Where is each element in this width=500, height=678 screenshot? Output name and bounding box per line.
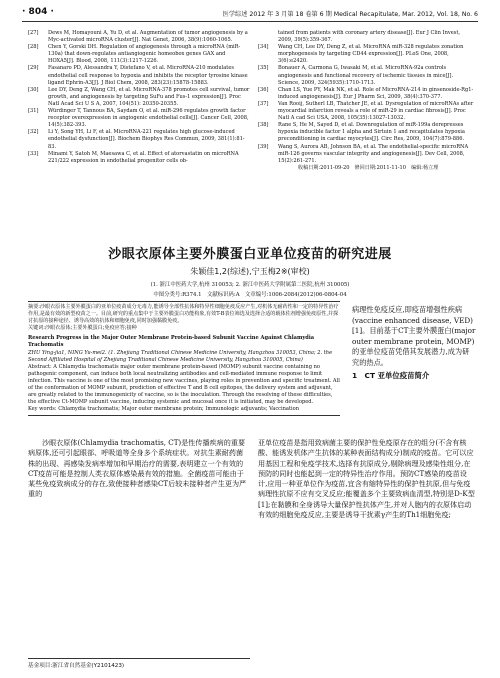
reference-item: [27] Dews M, Homayouni A, Yu D, et al. Augmentation of tumor angiogenesis by a Myc-activated microRNA cluster[J]. Nat Genet, 2006, 38(9):1060-1065. (28, 30, 248, 44)
reference-item: tained from patients with coronary artery disease[J]. Eur J Clin Invest, 2009, 39(5):359-367. (278, 30, 461, 44)
english-title: Research Progress in the Major Outer Membrane Protein-based Subunit Vaccine Against Chlamydia Trachomatis (28, 335, 315, 349)
references-right (258, 30, 476, 172)
abstract-en: Abstract: A Chlamydia trachomatis major outer membrane protein-based (MOMP) subunit vaccine containing no pathogenic component, can induce both local neutralizing antibodies and cell-mediated immune response to limit infection. This vaccine is one of the most promising new vaccines, playing roles in prevention and specific treatment. All of the conformation of MOMP subunit, prediction of effective T and B cell epitopes, the delivery system and adjuvant, are greatly related to the immunogenicity of vaccine, so is the inoculation. Through the resolving of these difficulties, the effective Ct-MOMP subunit vaccine, inducing systemic and mucosal once it is initiated, may be developed. (28, 363, 340, 406)
reference-item: [34] Wang CH, Lee DY, Deng Z, et al. MicroRNA miR-328 regulates zonation morphogenesis by targeting CD44 expression[J]. PLoS One, 2008, 3(6):e2420. (258, 44, 464, 65)
classification-codes: 中图分类号:R374.1 文献标识码:A 文章编号:1006-2084(2012)06-0804-04 (153, 292, 347, 298)
abstract-cn: 摘要:沙眼衣原体主要外膜蛋白的亚单位疫苗成分无毒力,能诱导全部性抗体和特异性细胞免疫反应产生,对机体无耐药性和一定的特异性治疗作用,是最有效的新型疫苗之一。目前,研究的重点集中于主要外膜蛋白功能构象,有效T-B表位筛选及选择合适的载体佐剂增强免疫原性,并探讨抗原的接种途径、诱导高效的抗体和细胞免疫,同时加强黏膜免疫。 (28, 304, 339, 325)
keywords-en: Key words: Chlamydia trachomatis; Major outer membrane protein; Immunologic adjuvants; Vaccination (28, 406, 299, 413)
references-left (28, 30, 250, 165)
right-column-intro (352, 305, 476, 383)
author-affiliation: (1. 浙江中医药大学,杭州 310053; 2. 浙江中医药大学附属第二医院,杭州 310005) (150, 282, 350, 288)
reference-item: [30] Lee DY, Deng Z, Wang CH, et al. MicroRNA-378 promotes cell survival, tumor growth, and angiogenesis by targeting SuFu and Fus-1 expression[J]. Proc Natl Acad Sci U S A, 2007, 104(51): 20350-20355. (28, 86, 250, 107)
section-heading: 1 CT 亚单位疫苗简介 (352, 370, 430, 380)
running-header (22, 7, 478, 22)
body-right-column: 亚单位疫苗是指用致病菌主要的保护性免疫原存在的组分(不含有核酸、能诱发机体产生抗体的某种表面结构成分)制成的疫苗。它可以应用基因工程和免疫学技术,选择有抗原成分,剔除病理及感染性组分,在预防的同时也能起到一定的特异性治疗作用。预防CT感染的疫苗设计,应用一种亚单位作为疫苗,宜含有缩特异性的保护性抗原,但与免疫病理性抗原不应有交叉反应;能覆盖多个主要致病血清型,特别是D-K型[1];在黏膜和全身诱导大量保护性抗体产生,并对人胞内的衣原体启动有效的细胞免疫反应,主要是诱导干扰素γ产生的Th1细胞免疫; (258, 438, 475, 520)
received-dates: 收稿日期:2011-09-20 修回日期:2011-11-10 编辑:杨立理 (298, 164, 439, 171)
page-number: · 804 · (22, 7, 54, 17)
intro-text: 病理性免疫反应,即疫苗增强性疾病(vaccine enhanced disease, VED)[1]。目前基于CT主要外膜蛋白(major outer membrane protein, MOMP)的亚单位疫苗凭借其发展潜力,成为研究的热点。 (352, 305, 476, 367)
journal-header: 医学综述 2012 年 3 月第 18 卷第 6 期 Medical Recapitulate, Mar. 2012, Vol. 18, No. 6 (222, 11, 478, 18)
reference-item: [32] Li Y, Song YH, Li F, et al. MicroRNA-221 regulates high glucose-induced endothelial dysfunction[J]. Biochem Biophys Res Commun, 2009, 381(1):81-83. (28, 129, 245, 150)
keywords-cn: 关键词:沙眼衣原体;主要外膜蛋白;免疫应答;接种 (28, 325, 137, 332)
article-title: 沙眼衣原体主要外膜蛋白亚单位疫苗的研究进展 (108, 247, 392, 262)
reference-item: [38] Rane S, He M, Sayed D, et al. Downregulation of miR-199a derepresses hypoxia inducible factor 1 alpha and Sirtuin 1 and recapitulates hypoxia preconditioning in cardiac myocytes[J]. Circ Res, 2009, 104(7):879-886. (258, 122, 465, 143)
reference-item: [35] Bonauer A, Carmona G, Iwasaki M, et al. MicroRNA-92a controls angiogenesis and functional recovery of ischemic tissues in mice[J]. Science, 2009, 324(5935):1710-1713. (258, 65, 454, 86)
abstract-block (28, 301, 340, 416)
article-authors: 朱颖佳1,2(综述),宁玉梅2※(审校) (190, 267, 310, 276)
reference-item: [33] Minami Y, Satoh M, Maesawa C, et al. Effect of atorvastatin on microRNA 221/222 expression in endothelial progenitor cells ob- (28, 150, 239, 164)
divider (28, 301, 340, 302)
reference-item: [29] Fasanaro PD, Alessandra Y, Distefano V, et al. MicroRNA-210 modulates endothelial cell response to hypoxia and inhibits the receptor tyrosine kinase ligand Ephrin-A3[J]. J Biol Chem, 2008, 283(23):15878-15883. (28, 65, 248, 86)
reference-item: [39] Wang S, Aurora AB, Johnson BA, et al. The endothelial-specific microRNA miR-126 governs vascular integrity and angiogenesis[J]. Dev Cell, 2008, 15(2):261-271. (258, 143, 469, 164)
reference-item: [37] Van Rooij, Sutherl LB, Thatcher JE, et al. Dysregulation of microRNAs after myocardial infarction reveals a role of miR-29 in cardiac fibrosis[J]. Proc Natl A cad Sci USA, 2008, 105(35):13027-13032. (258, 100, 474, 122)
reference-item: [31] Würdinger T, Tannous BA, Saydam O, et al. miR-296 regulates growth factor receptor overexpression in angiogenic endothelial cells[J]. Cancer Cell, 2008, 14(5):382-393. (28, 108, 249, 129)
funding-footnote: 基金项目:浙江省自然基金(Y2101423) (28, 658, 250, 669)
english-authors: ZHU Ying-jia1, NING Yu-mei2. (1. Zhejiang Traditional Chinese Medicine University, Hangzhou 310053, China; 2. the Second Affiliated Hospital of Zhejiang Traditional Chinese Medicine University, Hangzhou 310005, China) (28, 349, 333, 363)
divider (28, 415, 340, 416)
reference-item: [36] Chan LS, Yue PY, Mak NK, et al. Role of MicroRNA-214 in ginsenoside-Rg1-induced angiogenesis[J]. Eur J Pharm Sci, 2009, 38(4):370-377. (258, 86, 474, 100)
body-left-column: 沙眼衣原体(Chlamydia trachomatis, CT)是性传播疾病的重要病原体,还可引起眼部、呼吸道等全身多个系统症状。对抗生素耐药菌株的出现、再感染发病率增加和早期治疗的需要,表明建立一个有效的CT疫苗可能是控制人类衣原体感染最有效的措施。全菌疫苗可能由于某些免疫致病成分的存在,致使接种者感染CT后较未接种者产生更为严重的 (28, 438, 247, 499)
reference-item: [28] Chen Y, Gorski DH. Regulation of angiogenesis through a microRNA (miR-130a) that down-regulates antiangiogenic homeobox genes GAX and HOXA5[J]. Blood, 2008, 111(3):1217-1226. (28, 44, 241, 65)
